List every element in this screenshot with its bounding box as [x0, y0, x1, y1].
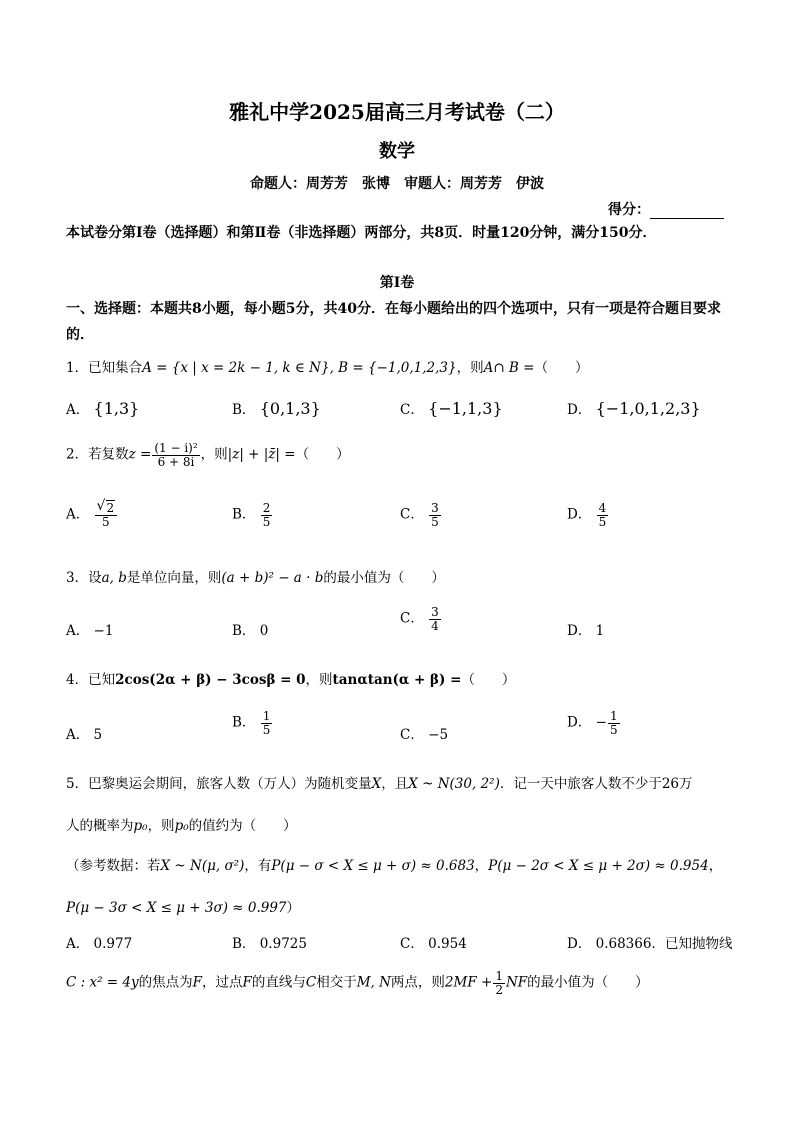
q2-expr: |z| + |z̄| =: [227, 446, 296, 463]
q3-option-d[interactable]: [567, 619, 604, 639]
q6-curve-name: C: [305, 974, 317, 991]
q2-option-d[interactable]: [567, 502, 609, 528]
q3-number: 3．: [66, 570, 89, 586]
q3-expr: (a + b)² − a · b: [221, 570, 324, 586]
option-letter: A．: [66, 402, 90, 418]
option-letter: C．: [400, 610, 424, 627]
option-text: 0.954: [428, 936, 467, 952]
option-letter: B．: [232, 714, 256, 731]
q2-numerator: (1 − i)²: [154, 441, 198, 455]
option-letter: D．: [567, 936, 592, 952]
q1-option-d[interactable]: [567, 398, 701, 418]
q1-sets: A = {x | x = 2k − 1, k ∈ N}, B = {−1,0,1,2,3}: [142, 360, 457, 376]
option-letter: D．: [567, 714, 592, 731]
q4-option-b[interactable]: [232, 710, 273, 736]
sqrt-symbol: √ 2: [96, 498, 115, 515]
q1-option-b[interactable]: [232, 398, 321, 418]
q5-var: X: [371, 776, 382, 792]
q5-ref-p3: P(μ − 3σ < X ≤ μ + 3σ) ≈ 0.997: [66, 900, 287, 916]
option-fraction: [261, 502, 273, 528]
q6-text: 两点，则: [390, 974, 445, 991]
q6-text: 的最小值为（ ）: [527, 974, 649, 991]
option-text: 0.9725: [259, 936, 307, 952]
q3-stem-pre: 设: [88, 570, 102, 586]
q6-text: ，过点: [201, 974, 243, 991]
q5-number: 5．: [66, 776, 89, 792]
q6-text: 的直线与: [251, 974, 306, 991]
option-letter: B．: [232, 402, 256, 418]
option-numerator: 2: [106, 501, 115, 515]
q2-fraction: [152, 442, 199, 468]
q2-paren: （ ）: [295, 446, 350, 463]
option-letter: D．: [567, 402, 592, 418]
q6-numerator: 1: [495, 969, 503, 983]
q4-expr: tanαtan(α + β) =: [332, 672, 462, 688]
q2-number: 2．: [66, 446, 89, 463]
option-letter: A．: [66, 506, 90, 523]
option-numerator: 3: [431, 605, 439, 619]
q5-option-a[interactable]: [66, 932, 132, 952]
question-2: [66, 442, 350, 468]
q5-text: ，则: [147, 818, 175, 834]
q6-expr: 2MF +: [444, 974, 493, 991]
q1-paren: （ ）: [534, 360, 589, 376]
q5-p0: p₀: [174, 818, 189, 834]
q1-option-c[interactable]: [400, 398, 503, 418]
q5-value: 26: [661, 776, 680, 792]
section-heading: 一、选择题：本题共8小题，每小题5分，共40分．在每小题给出的四个选项中，只有一项是符合题目要求的．: [66, 301, 721, 343]
q5-option-c[interactable]: [400, 932, 467, 952]
q6-stem-pre: 已知抛物线: [664, 936, 733, 952]
question-5-line2: [66, 814, 297, 834]
q4-paren: （ ）: [461, 672, 516, 688]
option-letter: A．: [66, 727, 90, 743]
option-denominator: 4: [431, 618, 439, 633]
q5-ref-sep: ，: [474, 858, 489, 874]
authors-line: 命题人：周芳芳 张博 审题人：周芳芳 伊波: [250, 176, 544, 192]
q5-dist: X ~ N(30, 2²): [408, 776, 500, 792]
option-letter: C．: [400, 402, 424, 418]
q5-option-b[interactable]: [232, 932, 307, 952]
option-sign: −: [595, 714, 607, 731]
q6-focus: F: [192, 974, 202, 991]
option-denominator: 5: [262, 514, 271, 529]
question-5-line1: [66, 772, 693, 792]
question-3: [66, 566, 445, 586]
question-4: [66, 668, 515, 688]
q5-text: 万: [679, 776, 693, 792]
question-5-reference-2: [66, 896, 300, 916]
q2-option-b[interactable]: [232, 502, 273, 528]
option-text: {−1,0,1,2,3}: [595, 399, 701, 418]
q1-option-a[interactable]: [66, 398, 139, 418]
exam-title: 雅礼中学2025届高三月考试卷（二）: [229, 100, 565, 124]
q5-ref-p2: P(μ − 2σ < X ≤ μ + 2σ) ≈ 0.954: [488, 858, 709, 874]
option-text: 1: [595, 623, 605, 639]
q5-ref-sep: ，: [708, 858, 723, 874]
option-denominator: 5: [262, 722, 271, 737]
q4-option-a[interactable]: [66, 723, 102, 743]
option-letter: D．: [567, 506, 592, 523]
q1-stem-post: ，则: [456, 360, 484, 376]
q4-stem-pre: 已知: [88, 672, 116, 688]
q5-ref-text: ）: [286, 900, 301, 916]
q5-text: 巴黎奥运会期间，旅客人数（万人）为随机变量: [88, 776, 372, 792]
q5-ref-p1: P(μ − σ < X ≤ μ + σ) ≈ 0.683: [271, 858, 475, 874]
q3-stem-mid: 是单位向量，则: [126, 570, 222, 586]
q5-p0: p₀: [133, 818, 148, 834]
q5-text: 人的概率为: [66, 818, 134, 834]
q4-number: 4．: [66, 672, 89, 688]
q1-expr: A∩ B =: [483, 360, 535, 376]
score-field: [608, 199, 724, 219]
option-fraction: [597, 502, 609, 528]
q2-option-a[interactable]: [66, 498, 118, 529]
q2-option-c[interactable]: [400, 502, 442, 528]
q3-vectors: a, b: [101, 570, 127, 586]
question-5-reference: [66, 854, 722, 874]
option-letter: A．: [66, 623, 90, 639]
q6-fraction: [493, 970, 505, 996]
option-text: 5: [93, 727, 103, 743]
q6-points: M, N: [356, 974, 391, 991]
q4-option-d[interactable]: [567, 710, 621, 736]
option-text: 0.977: [93, 936, 133, 952]
option-text: {1,3}: [93, 399, 140, 418]
q5-ref-text: ，有: [244, 858, 272, 874]
option-numerator: 4: [598, 501, 607, 515]
option-letter: C．: [400, 506, 424, 523]
q5-ref-text: （参考数据：若: [66, 858, 161, 874]
option-letter: A．: [66, 936, 90, 952]
q6-expr: NF: [505, 974, 528, 991]
q6-text: 相交于: [316, 974, 357, 991]
q5-text: ，且: [381, 776, 409, 792]
q6-denominator: 2: [495, 982, 503, 997]
option-denominator: 5: [598, 514, 607, 529]
option-numerator: 1: [262, 709, 271, 723]
q3-option-b[interactable]: [232, 619, 268, 639]
subject-title: 数学: [379, 141, 415, 162]
exam-intro: 本试卷分第Ⅰ卷（选择题）和第Ⅱ卷（非选择题）两部分，共8页．时量120分钟，满分150分．: [66, 225, 657, 241]
option-numerator: 3: [431, 501, 439, 515]
q3-option-c[interactable]: [400, 606, 442, 632]
volume-heading: 第Ⅰ卷: [379, 275, 415, 291]
q1-number: 1．: [66, 360, 89, 376]
option-text: 0: [259, 623, 269, 639]
q5-ref-dist: X ~ N(μ, σ²): [160, 858, 245, 874]
option-text: 0.6836: [595, 936, 643, 952]
option-numerator: 1: [609, 709, 618, 723]
q2-z: z =: [128, 446, 152, 463]
score-label: 得分：: [608, 202, 650, 218]
q5-option-d[interactable]: [567, 932, 732, 952]
q6-number: 6．: [642, 936, 665, 952]
option-letter: B．: [232, 936, 256, 952]
option-letter: D．: [567, 623, 592, 639]
option-numerator: 2: [262, 501, 271, 515]
q3-stem-post: 的最小值为（ ）: [323, 570, 445, 586]
q3-option-a[interactable]: [66, 619, 113, 639]
q2-denominator: 6 + 8i: [157, 454, 195, 469]
option-letter: B．: [232, 623, 256, 639]
option-text: {−1,1,3}: [428, 399, 503, 418]
option-denominator: 5: [102, 514, 110, 529]
q2-stem-mid: ，则: [200, 446, 228, 463]
option-fraction: [608, 710, 620, 736]
option-text: −1: [93, 623, 114, 639]
q4-stem-mid: ，则: [305, 672, 333, 688]
q6-focus: F: [242, 974, 252, 991]
q2-stem-pre: 若复数: [88, 446, 129, 463]
q1-stem-pre: 已知集合: [88, 360, 143, 376]
q6-text: 的焦点为: [138, 974, 193, 991]
q5-text: ．记一天中旅客人数不少于: [499, 776, 662, 792]
question-1: [66, 356, 588, 376]
q4-condition: 2cos(2α + β) − 3cosβ = 0: [115, 672, 306, 688]
score-blank[interactable]: [650, 204, 724, 219]
option-text: −5: [428, 727, 449, 743]
option-letter: C．: [400, 936, 424, 952]
option-denominator: 5: [609, 722, 618, 737]
option-letter: B．: [232, 506, 256, 523]
option-denominator: 5: [431, 514, 439, 529]
q4-option-c[interactable]: [400, 723, 448, 743]
option-fraction: [95, 498, 118, 529]
option-fraction: [429, 606, 441, 632]
q5-text: 的值约为（ ）: [188, 818, 297, 834]
option-text: {0,1,3}: [259, 399, 321, 418]
option-letter: C．: [400, 727, 424, 743]
option-fraction: [429, 502, 441, 528]
question-6: [66, 970, 649, 996]
option-fraction: [261, 710, 273, 736]
q6-curve: C : x² = 4y: [66, 974, 139, 991]
